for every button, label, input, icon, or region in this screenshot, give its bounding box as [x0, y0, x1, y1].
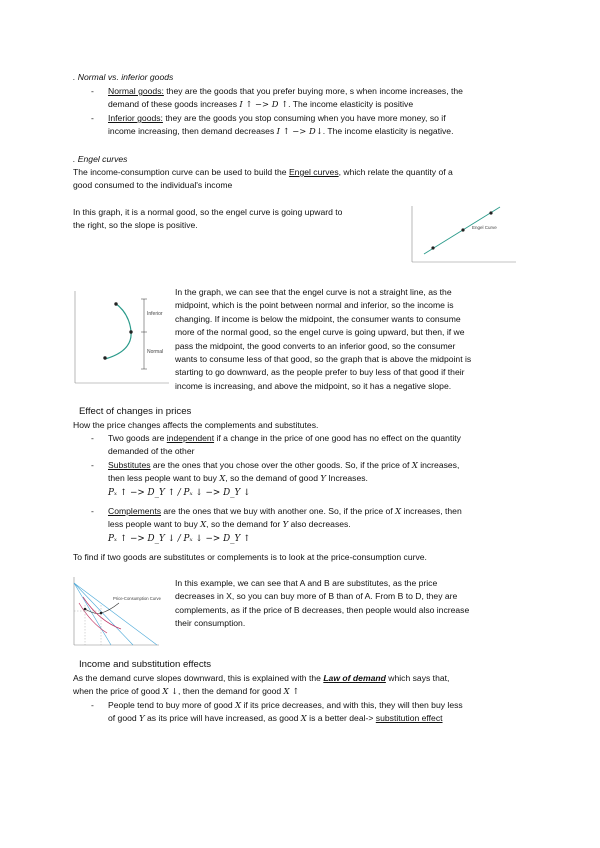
- indifference-curve: [79, 603, 107, 633]
- substitution-effect-bullet: [91, 699, 528, 726]
- substitutes-term: Substitutes: [108, 460, 151, 470]
- math-x: X: [395, 506, 402, 516]
- inferior-goods-math: I ↑ −> D↓: [276, 126, 323, 137]
- paragraph-line: income is increasing, and above the midpoint, so it has a negative slope.: [175, 380, 452, 391]
- inferior-label: Inferior: [147, 311, 163, 317]
- complements-bullet: [91, 505, 528, 546]
- curve-point: [129, 330, 132, 333]
- paragraph-line: more of the normal good, so the engel curve is going upward, but then, if we: [175, 327, 465, 338]
- income-substitution-heading: Income and substitution effects: [79, 659, 212, 670]
- paragraph-line: changing. If income is below the midpoint, the consumer wants to consume: [175, 313, 461, 324]
- inferior-goods-bullet: [91, 112, 528, 139]
- curve-point: [100, 612, 103, 615]
- curve-point: [461, 228, 464, 231]
- law-text-3: when the price of good: [73, 686, 163, 697]
- normal-label: Normal: [147, 349, 164, 355]
- complements-formula: Pₓ ↑ −> D_Y ↓ / Pₓ ↓ −> D_Y ↑: [108, 533, 251, 544]
- inferior-goods-text-2: income increasing, then demand decreases: [108, 126, 275, 137]
- price-changes-heading: Effect of changes in prices: [79, 406, 192, 417]
- curve-point: [114, 302, 117, 305]
- complements-text-5: also decreases.: [288, 519, 351, 530]
- substitution-text-4: as its price will have increased, as good: [144, 713, 301, 724]
- math-y: Y: [320, 473, 326, 484]
- substitutes-text-4: , so the demand of good: [225, 473, 321, 484]
- normal-goods-text-2: demand of these goods increases: [108, 99, 237, 110]
- engel-curve-bend: [105, 303, 131, 359]
- budget-line: [74, 583, 111, 645]
- paragraph-line: wants to consume less of that good, so the graph that is above the midpoint is: [175, 354, 472, 365]
- bullet-dash: -: [91, 86, 94, 96]
- curve-point: [489, 211, 492, 214]
- curve-point: [103, 356, 106, 359]
- paragraph-line: starting to go downward, as the people prefer to buy less of that good if their: [175, 367, 465, 378]
- substitutes-text-2: increases,: [417, 460, 460, 470]
- engel-curves-term: Engel curves: [288, 167, 339, 177]
- backward-engel-graph: [73, 289, 171, 385]
- math-y: Y: [282, 519, 289, 530]
- paragraph-line: midpoint, which is the point between normal and inferior, so the income is: [175, 300, 454, 311]
- substitution-text-5: is a better deal->: [306, 713, 376, 724]
- law-of-demand-term: Law of demand: [323, 673, 386, 683]
- curve-point: [84, 608, 87, 611]
- math-x-up: X ↑: [283, 686, 300, 697]
- substitutes-text-3: then less people want to buy: [108, 473, 220, 484]
- bullet-dash: -: [91, 506, 94, 516]
- price-consumption-outro: To find if two goods are substitutes or complements is to look at the price-consumption curve.: [73, 552, 427, 562]
- math-x: X: [411, 460, 418, 470]
- normal-goods-bullet: [91, 85, 528, 112]
- math-x: X: [300, 713, 307, 724]
- math-x-down: X ↓: [162, 686, 178, 697]
- law-of-demand-paragraph: [73, 672, 533, 699]
- independent-text: Two goods are: [108, 433, 167, 443]
- engel-intro-text: The income-consumption curve can be used to build the: [73, 167, 289, 177]
- math-x: X: [200, 519, 207, 530]
- engel-intro-text-2: , which relate the quantity of a: [338, 167, 453, 177]
- substitutes-example-paragraph: [175, 577, 535, 631]
- independent-text-3: demanded of the other: [108, 446, 195, 457]
- normal-vs-inferior-heading: . Normal vs. inferior goods: [73, 72, 174, 82]
- budget-line: [74, 583, 133, 645]
- backward-engel-paragraph: [175, 286, 535, 393]
- engel-curve-label: Engel Curve: [472, 225, 497, 230]
- math-y: Y: [139, 713, 145, 724]
- substitution-text-2: if its price decreases, and with this, they will then buy less: [241, 700, 463, 710]
- substitutes-text-5: Increases.: [325, 473, 368, 484]
- complements-text-4: , so the demand for: [206, 519, 283, 530]
- normal-good-text-2: the right, so the slope is positive.: [73, 220, 198, 231]
- paragraph-line: complements, as if the price of B decreases, then people would also increase: [175, 604, 470, 615]
- engel-intro-paragraph: [73, 166, 533, 193]
- complements-text: are the ones that we buy with another one. So, if the price of: [161, 506, 396, 516]
- independent-bullet: [91, 432, 528, 459]
- substitution-text-3: of good: [108, 713, 140, 724]
- normal-goods-text: they are the goods that you prefer buying more, s when income increases, the: [163, 86, 463, 96]
- substitutes-bullet: [91, 459, 528, 500]
- complements-text-3: less people want to buy: [108, 519, 201, 530]
- bullet-dash: -: [91, 433, 94, 443]
- law-text-4: , then the demand for good: [178, 686, 284, 697]
- normal-goods-math: I ↑ −> D ↑: [239, 99, 289, 110]
- price-consumption-curve: [85, 603, 119, 614]
- paragraph-line: In this example, we can see that A and B are substitutes, as the price: [175, 578, 438, 588]
- paragraph-line: their consumption.: [175, 618, 246, 629]
- inferior-goods-text: they are the goods you stop consuming when you have more money, so if: [162, 113, 446, 123]
- curve-point: [431, 246, 434, 249]
- bullet-dash: -: [91, 700, 94, 710]
- bullet-dash: -: [91, 113, 94, 123]
- bullet-dash: -: [91, 460, 94, 470]
- complements-term: Complements: [108, 506, 162, 516]
- math-x: X: [235, 700, 242, 710]
- price-consumption-graph: [71, 575, 161, 647]
- price-changes-intro: How the price changes affects the complements and substitutes.: [73, 420, 319, 430]
- inferior-goods-term: Inferior goods:: [108, 113, 163, 123]
- engel-curve-graph: [408, 204, 518, 266]
- independent-term: independent: [166, 433, 215, 443]
- engel-intro-text-3: good consumed to the individual's income: [73, 180, 233, 191]
- paragraph-line: decreases in X, so you can buy more of B than of A. From B to D, they are: [175, 591, 458, 602]
- normal-goods-text-3: . The income elasticity is positive: [288, 99, 414, 110]
- law-text-2: which says that,: [385, 673, 450, 683]
- paragraph-line: pass the midpoint, the good converts to an inferior good, so the consumer: [175, 340, 456, 351]
- normal-good-text: In this graph, it is a normal good, so the engel curve is going upward to: [73, 207, 343, 217]
- price-consumption-label: Price-Consumption Curve: [113, 596, 161, 601]
- substitutes-text: are the ones that you chose over the other goods. So, if the price of: [150, 460, 412, 470]
- substitutes-formula: Pₓ ↑ −> D_Y ↑ / Pₓ ↓ −> D_Y ↓: [108, 487, 251, 498]
- math-x: X: [219, 473, 226, 484]
- normal-good-paragraph: [73, 206, 403, 233]
- inferior-goods-text-3: . The income elasticity is negative.: [322, 126, 454, 137]
- substitution-text: People tend to buy more of good: [108, 700, 236, 710]
- substitution-effect-term: substitution effect: [375, 713, 443, 724]
- law-text: As the demand curve slopes downward, this is explained with the: [73, 673, 324, 683]
- engel-curves-heading: . Engel curves: [73, 154, 128, 164]
- independent-text-2: if a change in the price of one good has no effect on the quantity: [214, 433, 461, 443]
- paragraph-line: In the graph, we can see that the engel curve is not a straight line, as the: [175, 287, 452, 297]
- normal-goods-term: Normal goods:: [108, 86, 164, 96]
- complements-text-2: increases, then: [401, 506, 462, 516]
